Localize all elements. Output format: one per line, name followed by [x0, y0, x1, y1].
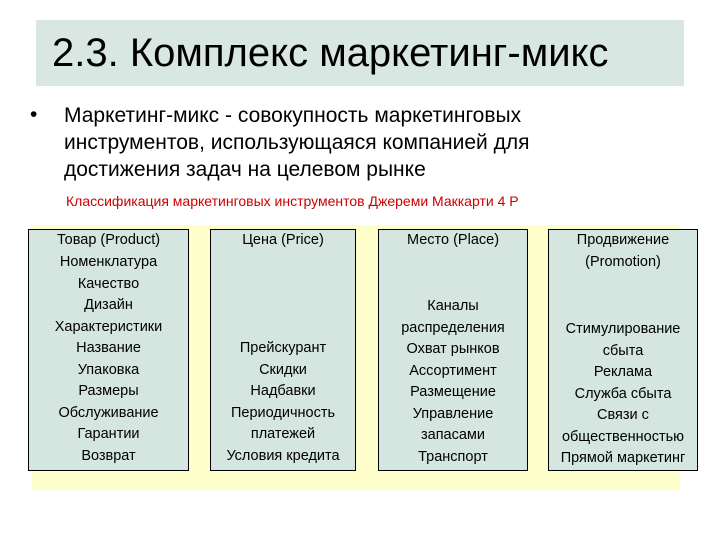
- column-item: Название: [76, 340, 141, 356]
- column-price: [210, 229, 356, 471]
- column-item: платежей: [250, 426, 316, 442]
- bullet-line: Маркетинг-микс - совокупность маркетинговых: [64, 104, 522, 127]
- column-item: запасами: [420, 427, 485, 443]
- column-item: Номенклатура: [59, 254, 158, 270]
- column-header: Продвижение: [576, 232, 670, 248]
- column-item: сбыта: [602, 342, 644, 359]
- column-item: Надбавки: [250, 383, 316, 399]
- column-items: [29, 252, 188, 467]
- bullet-text: [64, 102, 664, 183]
- slide-title: 2.3. Комплекс маркетинг-микс: [52, 31, 609, 75]
- column-item: Каналы: [427, 298, 479, 314]
- classification-caption: Классификация маркетинговых инструментов Джереми Маккарти 4 P: [66, 193, 519, 209]
- column-promotion: [548, 229, 698, 471]
- column-item: Прейскурант: [239, 340, 327, 356]
- column-header: Товар (Product): [56, 232, 161, 248]
- column-item: Стимулирование: [565, 321, 681, 337]
- column-item: Охват рынков: [406, 341, 500, 357]
- column-item: Дизайн: [84, 297, 133, 313]
- column-items: [549, 319, 697, 470]
- column-header: Цена (Price): [242, 232, 324, 248]
- column-place: [378, 229, 528, 471]
- bullet-line: инструментов, использующаяся компанией для: [64, 131, 530, 154]
- column-item: общественностью: [561, 428, 685, 445]
- column-item: Связи с: [597, 407, 649, 423]
- column-header: Место (Place): [406, 232, 500, 248]
- column-item: Служба сбыта: [574, 385, 672, 402]
- column-item: Скидки: [259, 361, 307, 378]
- column-item: Размеры: [78, 383, 139, 399]
- column-item: Гарантии: [77, 426, 140, 442]
- column-item: Размещение: [410, 384, 496, 400]
- column-item: Ассортимент: [409, 362, 497, 379]
- column-item: Качество: [77, 275, 140, 292]
- bullet-dot: •: [30, 103, 38, 126]
- column-item: Транспорт: [418, 448, 488, 465]
- column-item: Обслуживание: [58, 404, 159, 421]
- column-item: Реклама: [593, 364, 653, 380]
- column-items: [379, 296, 527, 468]
- column-item: Условия кредита: [226, 447, 340, 464]
- column-items: [211, 338, 355, 467]
- column-item: распределения: [401, 319, 505, 336]
- column-item: Упаковка: [77, 361, 140, 378]
- column-product: [28, 229, 189, 471]
- bullet-line: достижения задач на целевом рынке: [64, 158, 426, 181]
- column-item: Возврат: [81, 447, 136, 464]
- column-item: Характеристики: [54, 318, 163, 335]
- column-item: Прямой маркетинг: [560, 450, 686, 466]
- column-header: (Promotion): [585, 253, 661, 270]
- column-item: Управление: [412, 405, 494, 422]
- column-item: Периодичность: [230, 404, 336, 421]
